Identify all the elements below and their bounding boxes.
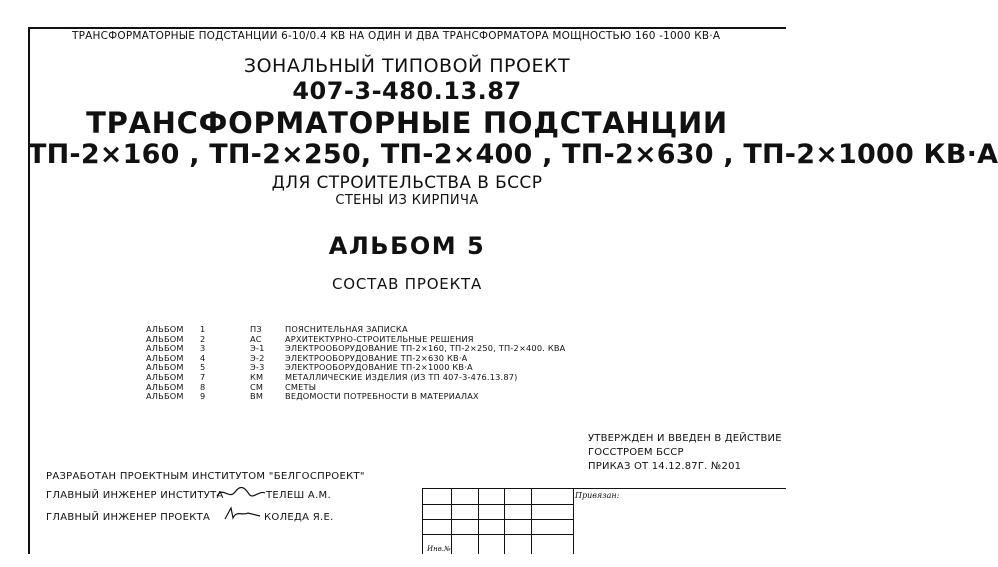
construction-region: ДЛЯ СТРОИТЕЛЬСТВА В БССР	[271, 173, 543, 193]
album-description: ВЕДОМОСТИ ПОТРЕБНОСТИ В МАТЕРИАЛАХ	[285, 391, 479, 402]
chief-project-title: ГЛАВНЫЙ ИНЖЕНЕР ПРОЕКТА	[46, 512, 211, 523]
album-label: АЛЬБОМ	[146, 362, 184, 373]
signature-chief-institute	[215, 484, 267, 502]
album-title: АЛЬБОМ 5	[328, 232, 486, 260]
album-label: АЛЬБОМ	[146, 391, 184, 402]
album-label: АЛЬБОМ	[146, 324, 184, 334]
signature-chief-project	[222, 504, 264, 524]
album-description: АРХИТЕКТУРНО-СТРОИТЕЛЬНЫЕ РЕШЕНИЯ	[285, 333, 474, 344]
project-type: ЗОНАЛЬНЫЙ ТИПОВОЙ ПРОЕКТ	[243, 55, 571, 77]
composition-heading: СОСТАВ ПРОЕКТА	[331, 275, 483, 293]
project-title: ТРАНСФОРМАТОРНЫЕ ПОДСТАНЦИИ	[86, 106, 728, 140]
wall-material: СТЕНЫ ИЗ КИРПИЧА	[335, 193, 479, 208]
album-code: Э-2	[250, 352, 265, 363]
title-block-stamp	[422, 488, 786, 554]
substation-types: ТП-2×160 , ТП-2×250, ТП-2×400 , ТП-2×630 , ТП-2×1000 КВ·А	[28, 139, 998, 170]
album-number: 1	[200, 324, 206, 334]
album-code: СМ	[250, 381, 264, 392]
album-label: АЛЬБОМ	[146, 352, 184, 363]
album-number: 4	[200, 352, 206, 363]
chief-institute-title: ГЛАВНЫЙ ИНЖЕНЕР ИНСТИТУТА	[46, 490, 224, 501]
album-number: 7	[200, 372, 206, 382]
album-description: ПОЯСНИТЕЛЬНАЯ ЗАПИСКА	[285, 324, 408, 334]
album-description: ЭЛЕКТРООБОРУДОВАНИЕ ТП-2×1000 КВ·А	[285, 362, 473, 373]
album-description: СМЕТЫ	[285, 381, 317, 392]
inventory-label: Инв.№	[427, 545, 451, 553]
album-code: ВМ	[250, 391, 264, 402]
album-code: ПЗ	[250, 324, 262, 334]
album-code: Э-3	[250, 362, 265, 373]
album-number: 5	[200, 362, 206, 373]
album-number: 8	[200, 381, 206, 392]
album-description: МЕТАЛЛИЧЕСКИЕ ИЗДЕЛИЯ (ИЗ ТП 407-3-476.13.87)	[285, 372, 518, 382]
album-description: ЭЛЕКТРООБОРУДОВАНИЕ ТП-2×630 КВ·А	[285, 352, 468, 363]
album-label: АЛЬБОМ	[146, 372, 184, 382]
album-code: КМ	[250, 372, 264, 382]
album-description: ЭЛЕКТРООБОРУДОВАНИЕ ТП-2×160, ТП-2×250, ТП-2×400. КВА	[285, 343, 566, 354]
album-number: 3	[200, 343, 206, 354]
album-label: АЛЬБОМ	[146, 343, 184, 354]
chief-project-name: КОЛЕДА Я.Е.	[264, 512, 334, 523]
chief-institute-name: ТЕЛЕШ А.М.	[266, 490, 331, 501]
album-code: АС	[250, 333, 262, 344]
attached-label: Привязан:	[575, 491, 620, 500]
approval-line-2: ГОССТРОЕМ БССР	[588, 447, 684, 458]
project-number: 407-3-480.13.87	[292, 77, 522, 105]
album-label: АЛЬБОМ	[146, 381, 184, 392]
album-number: 9	[200, 391, 206, 402]
album-code: Э-1	[250, 343, 265, 354]
sheet-header: ТРАНСФОРМАТОРНЫЕ ПОДСТАНЦИИ 6-10/0.4 КВ НА ОДИН И ДВА ТРАНСФОРМАТОРА МОЩНОСТЬЮ 160 -1000 КВ·А	[72, 30, 721, 42]
developer-org: РАЗРАБОТАН ПРОЕКТНЫМ ИНСТИТУТОМ "БЕЛГОСПРОЕКТ"	[46, 471, 365, 482]
album-label: АЛЬБОМ	[146, 333, 184, 344]
approval-line-1: УТВЕРЖДЕН И ВВЕДЕН В ДЕЙСТВИЕ	[588, 433, 782, 444]
album-number: 2	[200, 333, 206, 344]
approval-order: ПРИКАЗ ОТ 14.12.87Г. №201	[588, 461, 742, 472]
